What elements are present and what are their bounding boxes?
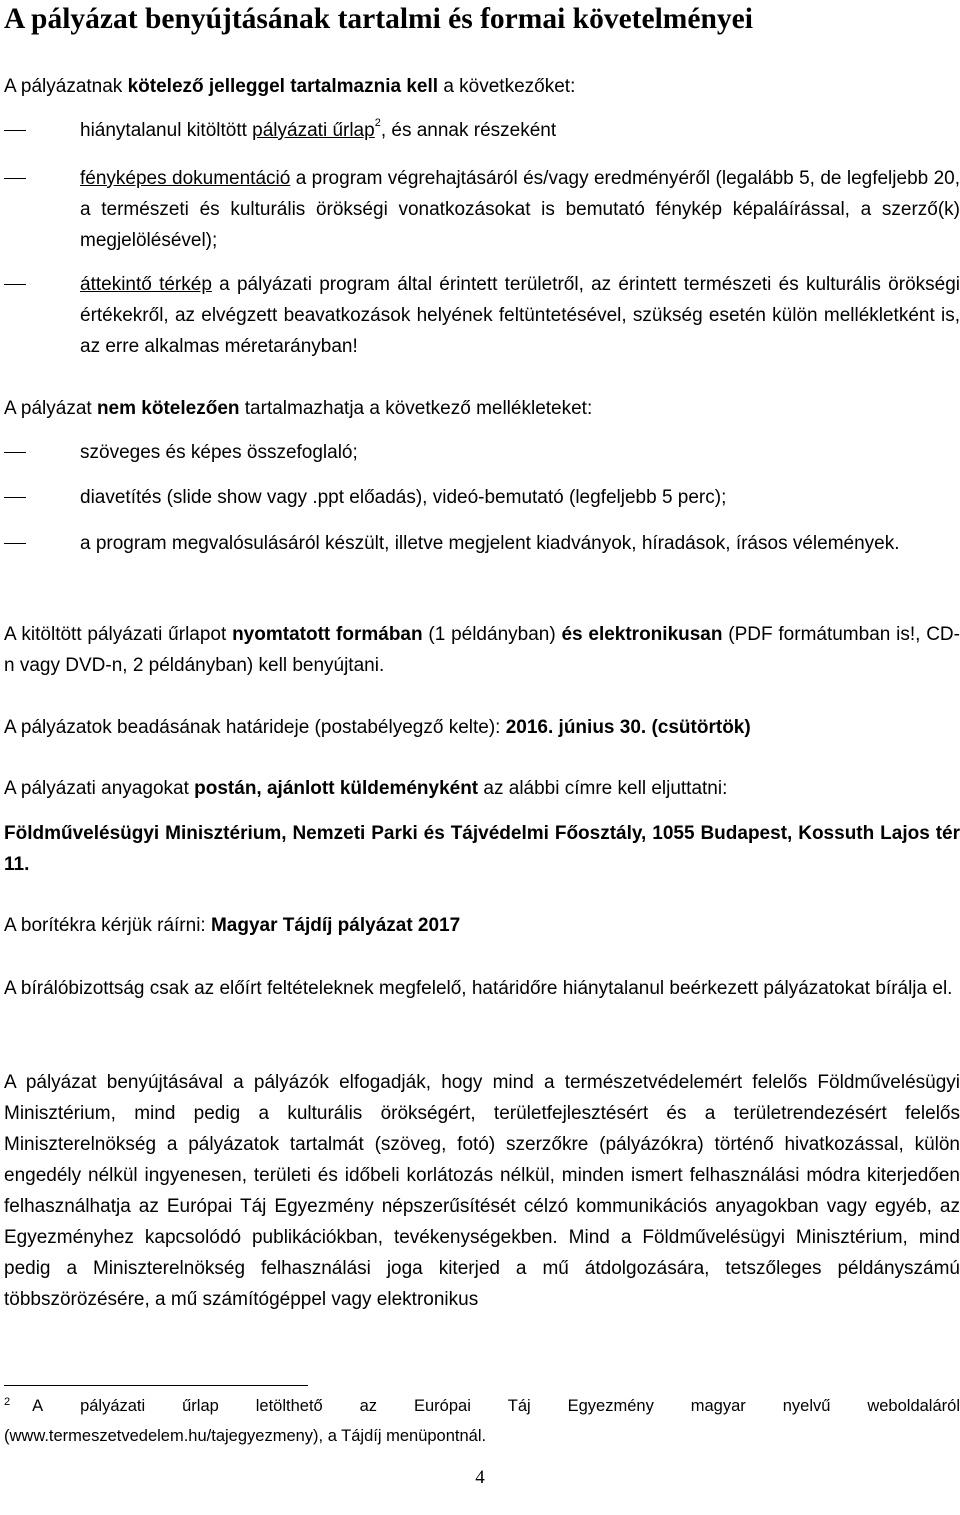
list-item: hiánytalanul kitöltött pályázati űrlap$^2$, és annak részeként [4, 115, 960, 146]
envelope-paragraph: A borítékra kérjük ráírni: Magyar Tájdíj pályázat 2017 [4, 915, 461, 936]
optional-intro: A pályázat nem kötelezően tartalmazhatja a következő mellékleteket: [4, 398, 593, 419]
dash-bullet-icon [4, 178, 26, 179]
list-item: diavetítés (slide show vagy .ppt előadás), videó-bemutató (legfeljebb 5 perc); [4, 482, 960, 513]
mailing-paragraph: A pályázati anyagokat postán, ajánlott küldeményként az alábbi címre kell eljuttatni: [4, 778, 728, 799]
footnote-line-1: $^2$ A pályázati űrlap letölthető az Európai Táj Egyezmény magyar nyelvű weboldaláról [4, 1396, 960, 1415]
list-item: fényképes dokumentáció a program végrehajtásáról és/vagy eredményéről (legalább 5, de legfeljebb 20, a természeti és kulturális örökségi vonatkozásokat is bemutató fénykép képaláírással, a szerző(k) megjelölésével); [4, 163, 960, 256]
dash-bullet-icon [4, 497, 26, 498]
list-item: a program megvalósulásáról készült, illetve megjelent kiadványok, híradások, írásos vélemények. [4, 528, 960, 559]
page-number: 4 [475, 1467, 485, 1488]
jury-paragraph: A bírálóbizottság csak az előírt feltételeknek megfelelő, határidőre hiánytalanul beérkezett pályázatokat bírálja el. [4, 978, 953, 999]
footnote-ref: 2 [374, 117, 381, 129]
dash-bullet-icon [4, 284, 26, 285]
list-item: áttekintő térkép a pályázati program által érintett területről, az érintett természeti és kulturális örökségi értékekről, az elvégzett beavatkozások helyének feltüntetésével, szükség esetén külön mellékletként is, az erre alkalmas méretarányban! [4, 269, 960, 362]
page-title: A pályázat benyújtásának tartalmi és formai követelményei [4, 3, 753, 35]
postal-address: Földművelésügyi Minisztérium, Nemzeti Parki és Tájvédelmi Főosztály, 1055 Budapest, Kossuth Lajos tér 11. [4, 823, 960, 875]
required-intro: A pályázatnak kötelező jelleggel tartalmaznia kell a következőket: [4, 76, 576, 97]
rights-paragraph: A pályázat benyújtásával a pályázók elfogadják, hogy mind a természetvédelemért felelős Földművelésügyi Minisztérium, mind pedig a kulturális örökségért, területfejlesztésért és a területrendezésért felelős Miniszterelnökség a pályázatok tartalmát (szöveg, fotó) szerzőkre (pályázókra) történő hivatkozással, külön engedély nélkül ingyenesen, területi és időbeli korlátozás nélkül, minden ismert felhasználási módra kiterjedően felhasználhatja az Európai Táj Egyezmény népszerűsítését célzó kommunikációs anyagokban vagy egyéb, az Egyezményhez kapcsolódó publikációkban, tevékenységekben. Mind a Földművelésügyi Minisztérium, mind pedig a Miniszterelnökség felhasználási joga kiterjed a mű átdolgozására, tetszőleges példányszámú többszörözésére, a mű számítógéppel vagy elektronikus [4, 1072, 960, 1310]
list-item: szöveges és képes összefoglaló; [4, 437, 960, 468]
submission-paragraph: A kitöltött pályázati űrlapot nyomtatott formában (1 példányban) és elektronikusan (PDF formátumban is!, CD-n vagy DVD-n, 2 példányban) kell benyújtani. [4, 624, 960, 676]
dash-bullet-icon [4, 452, 26, 453]
dash-bullet-icon [4, 543, 26, 544]
footnote-separator [4, 1385, 308, 1386]
footnote-line-2: (www.termeszetvedelem.hu/tajegyezmeny), a Tájdíj menüpontnál. [4, 1427, 487, 1445]
footnote-number: 2 [4, 1396, 11, 1408]
deadline-paragraph: A pályázatok beadásának határideje (postabélyegző kelte): 2016. június 30. (csütörtök) [4, 717, 751, 738]
dash-bullet-icon [4, 130, 26, 131]
footnote [4, 1392, 960, 1450]
